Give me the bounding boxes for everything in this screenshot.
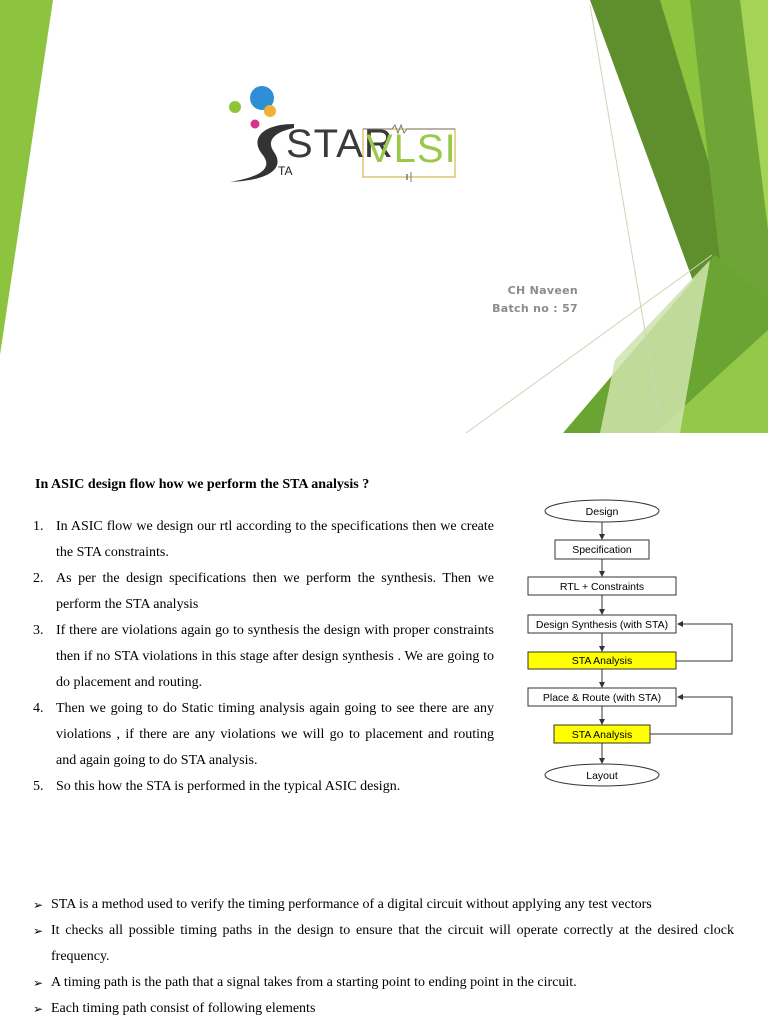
logo-dot-orange [264, 105, 276, 117]
list-item: ➢ Each timing path consist of following elements [33, 996, 734, 1022]
list-item: ➢ A timing path is the path that a signal takes from a starting point to ending point in the circuit. [33, 970, 734, 996]
logo-dot-pink [251, 120, 260, 129]
asic-flowchart [520, 492, 740, 792]
logo-text-ta: TA [278, 164, 293, 178]
arrow-bullet-icon: ➢ [33, 924, 44, 938]
flow-label-layout: Layout [586, 770, 618, 782]
arrow-bullet-icon: ➢ [33, 1002, 44, 1016]
logo-text-vlsi: VLSI [366, 127, 457, 171]
list-item: 4. Then we going to do Static timing analysis again going to see there are any violations , if there are any violations we will go to placement and routing and again going to do STA analysis. [33, 701, 494, 768]
green-triangles-decoration [0, 0, 768, 433]
logo-text-star: STAR [286, 122, 394, 166]
starvlsi-logo [222, 84, 462, 186]
arrow-bullet-icon: ➢ [33, 898, 44, 912]
section-question: In ASIC design flow how we perform the STA analysis ? [35, 477, 370, 492]
list-item: 1. In ASIC flow we design our rtl according to the specifications then we create the STA constraints. [33, 519, 494, 560]
list-item: ➢ STA is a method used to verify the timing performance of a digital circuit without applying any test vectors [33, 892, 734, 918]
logo-dot-lime [229, 101, 241, 113]
flow-label-place-route: Place & Route (with STA) [542, 692, 662, 704]
batch-number: Batch no : 57 [492, 302, 578, 315]
list-item: 3. If there are violations again go to synthesis the design with proper constraints then if no STA violations in this stage after design synthesis . We are going to do placement and routing. [33, 623, 494, 690]
author-block [492, 282, 578, 318]
flow-label-sta-analysis-1: STA Analysis [571, 655, 633, 667]
list-item: 5. So this how the STA is performed in the typical ASIC design. [33, 779, 401, 794]
title-slide [0, 0, 768, 433]
sta-steps-list [33, 514, 494, 800]
flow-label-rtl-constraints: RTL + Constraints [559, 581, 645, 593]
author-name: CH Naveen [507, 284, 578, 297]
list-item: 2. As per the design specifications then we perform the synthesis. Then we perform the STA analysis [33, 571, 494, 612]
sta-notes-list [33, 892, 734, 1022]
flow-feedback-arrow-1 [676, 624, 732, 661]
flow-label-design-synthesis: Design Synthesis (with STA) [535, 619, 669, 631]
arrow-bullet-icon: ➢ [33, 976, 44, 990]
flow-label-design: Design [585, 506, 619, 518]
flow-label-sta-analysis-2: STA Analysis [571, 729, 633, 741]
left-green-shape [0, 0, 53, 355]
list-item: ➢ It checks all possible timing paths in the design to ensure that the circuit will operate correctly at the desired clock frequency. [33, 918, 734, 970]
flow-label-specification: Specification [572, 544, 632, 556]
